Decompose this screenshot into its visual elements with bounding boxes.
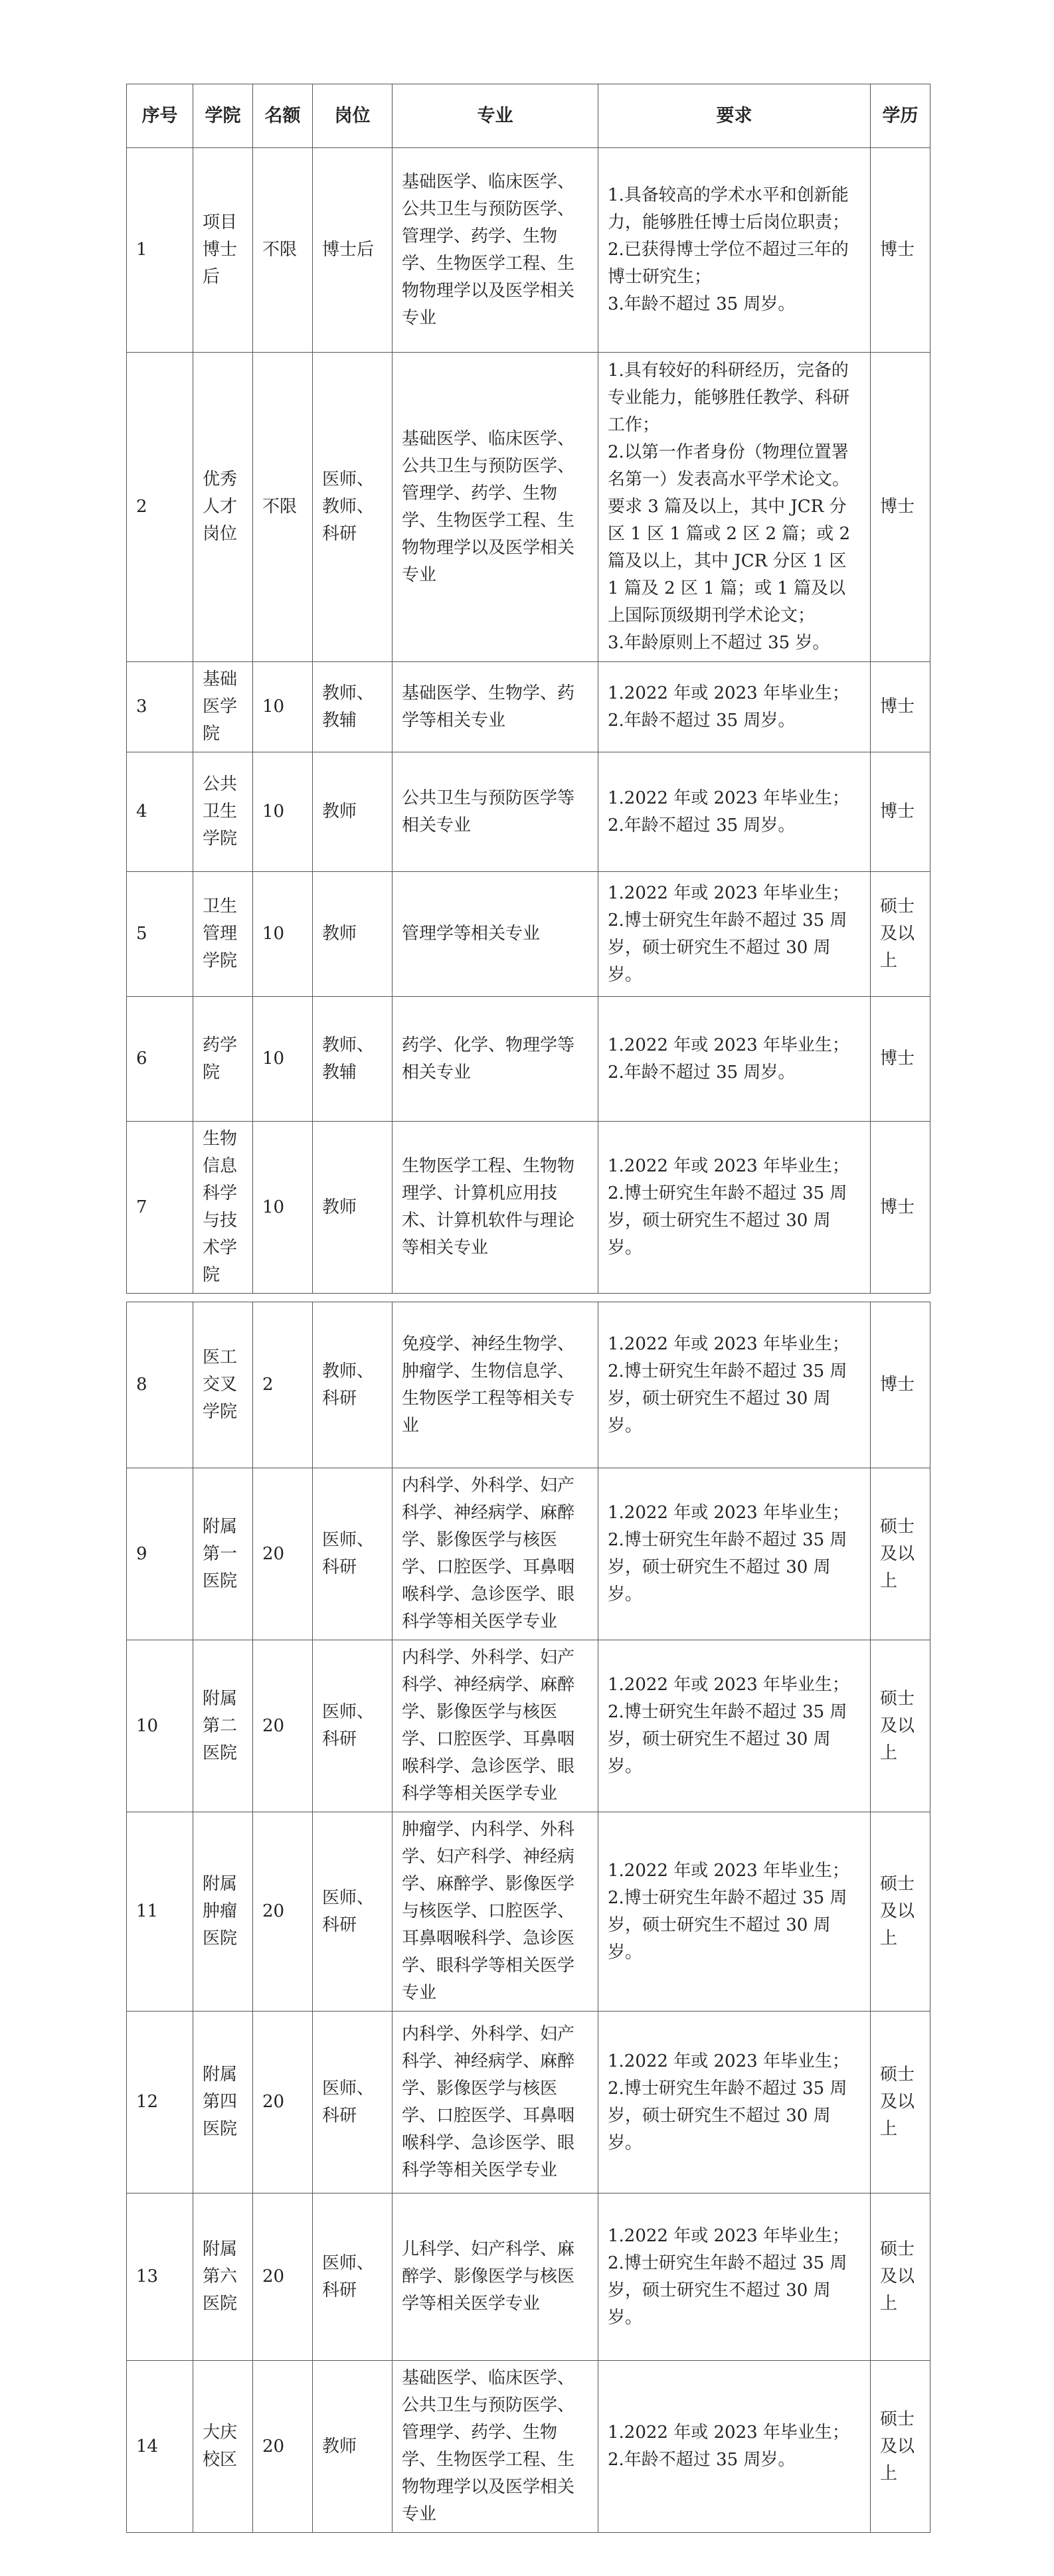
cell-requirements (598, 1640, 871, 1812)
cell-no: 12 (127, 2012, 193, 2193)
header-no: 序号 (127, 84, 193, 148)
table-row (127, 2193, 930, 2361)
recruitment-table-part-1 (126, 84, 930, 1294)
cell-requirements (598, 148, 871, 353)
table-row (127, 2012, 930, 2193)
requirement-line: 1.2022 年或 2023 年毕业生； (608, 788, 849, 808)
cell-major: 管理学等相关专业 (393, 872, 598, 997)
requirement-line: 1.2022 年或 2023 年毕业生； (608, 1860, 849, 1881)
cell-education: 博士 (871, 1122, 930, 1294)
cell-no: 9 (127, 1468, 193, 1640)
cell-position: 医师、科研 (313, 1812, 393, 2012)
cell-quota: 20 (253, 2361, 313, 2533)
requirement-line: 2.以第一作者身份（物理位置署名第一）发表高水平学术论文。要求 3 篇及以上，其中 JCR 分区 1 区 1 篇或 2 区 2 篇；或 2 篇及以上，其中 JCR 分区 1 区 1 篇及 2 区 1 篇；或 1 篇及以上国际顶级期刊学术论文； (608, 442, 851, 626)
requirement-line: 2.年龄不超过 35 周岁。 (608, 2450, 796, 2470)
cell-education: 硕士及以上 (871, 2361, 930, 2533)
requirement-line: 3.年龄不超过 35 周岁。 (608, 294, 796, 314)
table-row (127, 1122, 930, 1294)
cell-quota: 20 (253, 1812, 313, 2012)
cell-quota: 10 (253, 662, 313, 752)
cell-college: 项目博士后 (193, 148, 253, 353)
cell-position: 医师、科研 (313, 2193, 393, 2361)
cell-major: 基础医学、临床医学、公共卫生与预防医学、管理学、药学、生物学、生物医学工程、生物物理学以及医学相关专业 (393, 2361, 598, 2533)
cell-education: 博士 (871, 752, 930, 872)
cell-college: 附属第六医院 (193, 2193, 253, 2361)
requirement-line: 1.2022 年或 2023 年毕业生； (608, 1156, 849, 1176)
cell-no: 13 (127, 2193, 193, 2361)
header-requirements: 要求 (598, 84, 871, 148)
cell-position: 教师 (313, 752, 393, 872)
table-row (127, 997, 930, 1122)
table-row (127, 872, 930, 997)
cell-college: 附属第四医院 (193, 2012, 253, 2193)
cell-no: 8 (127, 1302, 193, 1468)
cell-education: 博士 (871, 353, 930, 662)
table-row (127, 1468, 930, 1640)
header-quota: 名额 (253, 84, 313, 148)
requirement-line: 2.博士研究生年龄不超过 35 周岁，硕士研究生不超过 30 周岁。 (608, 1702, 847, 1776)
cell-quota: 10 (253, 752, 313, 872)
cell-college: 药学院 (193, 997, 253, 1122)
cell-no: 1 (127, 148, 193, 353)
cell-major: 生物医学工程、生物物理学、计算机应用技术、计算机软件与理论等相关专业 (393, 1122, 598, 1294)
cell-education: 硕士及以上 (871, 2012, 930, 2193)
table-header-row (127, 84, 930, 148)
requirement-line: 2.博士研究生年龄不超过 35 周岁，硕士研究生不超过 30 周岁。 (608, 1530, 847, 1604)
cell-college: 卫生管理学院 (193, 872, 253, 997)
cell-no: 11 (127, 1812, 193, 2012)
header-college: 学院 (193, 84, 253, 148)
cell-requirements (598, 1468, 871, 1640)
cell-position: 教师 (313, 1122, 393, 1294)
cell-position: 教师 (313, 2361, 393, 2533)
cell-education: 硕士及以上 (871, 1468, 930, 1640)
header-education: 学历 (871, 84, 930, 148)
table-row (127, 1812, 930, 2012)
cell-requirements (598, 997, 871, 1122)
cell-education: 博士 (871, 148, 930, 353)
cell-position: 医师、科研 (313, 1640, 393, 1812)
cell-requirements (598, 1302, 871, 1468)
cell-requirements (598, 353, 871, 662)
cell-major: 基础医学、生物学、药学等相关专业 (393, 662, 598, 752)
cell-quota: 10 (253, 1122, 313, 1294)
cell-college: 公共卫生学院 (193, 752, 253, 872)
requirement-line: 2.年龄不超过 35 周岁。 (608, 710, 796, 730)
cell-position: 教师、科研 (313, 1302, 393, 1468)
cell-quota: 不限 (253, 353, 313, 662)
cell-college: 基础医学院 (193, 662, 253, 752)
cell-college: 附属肿瘤医院 (193, 1812, 253, 2012)
cell-quota: 10 (253, 997, 313, 1122)
cell-education: 硕士及以上 (871, 1812, 930, 2012)
cell-major: 内科学、外科学、妇产科学、神经病学、麻醉学、影像医学与核医学、口腔医学、耳鼻咽喉科学、急诊医学、眼科学等相关医学专业 (393, 2012, 598, 2193)
requirement-line: 2.博士研究生年龄不超过 35 周岁，硕士研究生不超过 30 周岁。 (608, 910, 847, 985)
cell-major: 药学、化学、物理学等相关专业 (393, 997, 598, 1122)
cell-major: 基础医学、临床医学、公共卫生与预防医学、管理学、药学、生物学、生物医学工程、生物物理学以及医学相关专业 (393, 148, 598, 353)
cell-major: 肿瘤学、内科学、外科学、妇产科学、神经病学、麻醉学、影像医学与核医学、口腔医学、耳鼻咽喉科学、急诊医学、眼科学等相关医学专业 (393, 1812, 598, 2012)
cell-quota: 20 (253, 2193, 313, 2361)
requirement-line: 1.2022 年或 2023 年毕业生； (608, 1503, 849, 1523)
cell-quota: 20 (253, 2012, 313, 2193)
cell-no: 10 (127, 1640, 193, 1812)
cell-position: 教师、教辅 (313, 662, 393, 752)
requirement-line: 2.博士研究生年龄不超过 35 周岁，硕士研究生不超过 30 周岁。 (608, 2253, 847, 2328)
cell-no: 7 (127, 1122, 193, 1294)
recruitment-table-part-2 (126, 1302, 930, 2533)
cell-position: 教师、教辅 (313, 997, 393, 1122)
cell-no: 6 (127, 997, 193, 1122)
cell-quota: 不限 (253, 148, 313, 353)
requirement-line: 2.博士研究生年龄不超过 35 周岁，硕士研究生不超过 30 周岁。 (608, 1887, 847, 1962)
cell-college: 医工交叉学院 (193, 1302, 253, 1468)
cell-major: 儿科学、妇产科学、麻醉学、影像医学与核医学等相关医学专业 (393, 2193, 598, 2361)
cell-position: 医师、教师、科研 (313, 353, 393, 662)
cell-college: 附属第二医院 (193, 1640, 253, 1812)
requirement-line: 1.2022 年或 2023 年毕业生； (608, 883, 849, 903)
cell-quota: 2 (253, 1302, 313, 1468)
requirement-line: 1.2022 年或 2023 年毕业生； (608, 1035, 849, 1055)
cell-requirements (598, 662, 871, 752)
cell-education: 博士 (871, 662, 930, 752)
requirement-line: 1.2022 年或 2023 年毕业生； (608, 1675, 849, 1695)
requirement-line: 1.2022 年或 2023 年毕业生； (608, 1333, 849, 1354)
cell-major: 公共卫生与预防医学等相关专业 (393, 752, 598, 872)
cell-requirements (598, 2193, 871, 2361)
cell-no: 3 (127, 662, 193, 752)
cell-major: 基础医学、临床医学、公共卫生与预防医学、管理学、药学、生物学、生物医学工程、生物物理学以及医学相关专业 (393, 353, 598, 662)
header-major: 专业 (393, 84, 598, 148)
requirement-line: 1.具有较好的科研经历，完备的专业能力，能够胜任教学、科研工作； (608, 361, 850, 435)
requirement-line: 1.2022 年或 2023 年毕业生； (608, 2225, 849, 2246)
cell-education: 硕士及以上 (871, 2193, 930, 2361)
requirement-line: 2.年龄不超过 35 周岁。 (608, 1062, 796, 1082)
requirement-line: 2.年龄不超过 35 周岁。 (608, 815, 796, 835)
cell-college: 附属第一医院 (193, 1468, 253, 1640)
cell-education: 硕士及以上 (871, 1640, 930, 1812)
cell-education: 硕士及以上 (871, 872, 930, 997)
cell-requirements (598, 1122, 871, 1294)
cell-education: 博士 (871, 1302, 930, 1468)
cell-quota: 10 (253, 872, 313, 997)
table-row (127, 752, 930, 872)
requirement-line: 2.博士研究生年龄不超过 35 周岁，硕士研究生不超过 30 周岁。 (608, 1183, 847, 1258)
cell-no: 4 (127, 752, 193, 872)
table-row (127, 662, 930, 752)
cell-position: 医师、科研 (313, 2012, 393, 2193)
cell-no: 14 (127, 2361, 193, 2533)
cell-position: 医师、科研 (313, 1468, 393, 1640)
cell-education: 博士 (871, 997, 930, 1122)
requirement-line: 3.年龄原则上不超过 35 岁。 (608, 633, 830, 653)
cell-requirements (598, 2361, 871, 2533)
cell-position: 博士后 (313, 148, 393, 353)
table-row (127, 353, 930, 662)
requirement-line: 1.2022 年或 2023 年毕业生； (608, 2051, 849, 2071)
table-row (127, 1640, 930, 1812)
table-row (127, 148, 930, 353)
cell-quota: 20 (253, 1640, 313, 1812)
cell-requirements (598, 1812, 871, 2012)
table-row (127, 1302, 930, 1468)
cell-no: 5 (127, 872, 193, 997)
header-position: 岗位 (313, 84, 393, 148)
cell-requirements (598, 872, 871, 997)
cell-requirements (598, 752, 871, 872)
cell-major: 内科学、外科学、妇产科学、神经病学、麻醉学、影像医学与核医学、口腔医学、耳鼻咽喉科学、急诊医学、眼科学等相关医学专业 (393, 1468, 598, 1640)
requirement-line: 1.具备较高的学术水平和创新能力，能够胜任博士后岗位职责； (608, 185, 850, 232)
cell-quota: 20 (253, 1468, 313, 1640)
cell-college: 生物信息科学与技术学院 (193, 1122, 253, 1294)
requirement-line: 2.博士研究生年龄不超过 35 周岁，硕士研究生不超过 30 周岁。 (608, 1361, 847, 1436)
table-row (127, 2361, 930, 2533)
cell-no: 2 (127, 353, 193, 662)
requirement-line: 1.2022 年或 2023 年毕业生； (608, 683, 849, 703)
cell-major: 免疫学、神经生物学、肿瘤学、生物信息学、生物医学工程等相关专业 (393, 1302, 598, 1468)
requirement-line: 2.已获得博士学位不超过三年的博士研究生； (608, 240, 849, 287)
cell-position: 教师 (313, 872, 393, 997)
cell-college: 优秀人才岗位 (193, 353, 253, 662)
cell-college: 大庆校区 (193, 2361, 253, 2533)
requirement-line: 1.2022 年或 2023 年毕业生； (608, 2423, 849, 2443)
cell-requirements (598, 2012, 871, 2193)
cell-major: 内科学、外科学、妇产科学、神经病学、麻醉学、影像医学与核医学、口腔医学、耳鼻咽喉科学、急诊医学、眼科学等相关医学专业 (393, 1640, 598, 1812)
requirement-line: 2.博士研究生年龄不超过 35 周岁，硕士研究生不超过 30 周岁。 (608, 2078, 847, 2153)
